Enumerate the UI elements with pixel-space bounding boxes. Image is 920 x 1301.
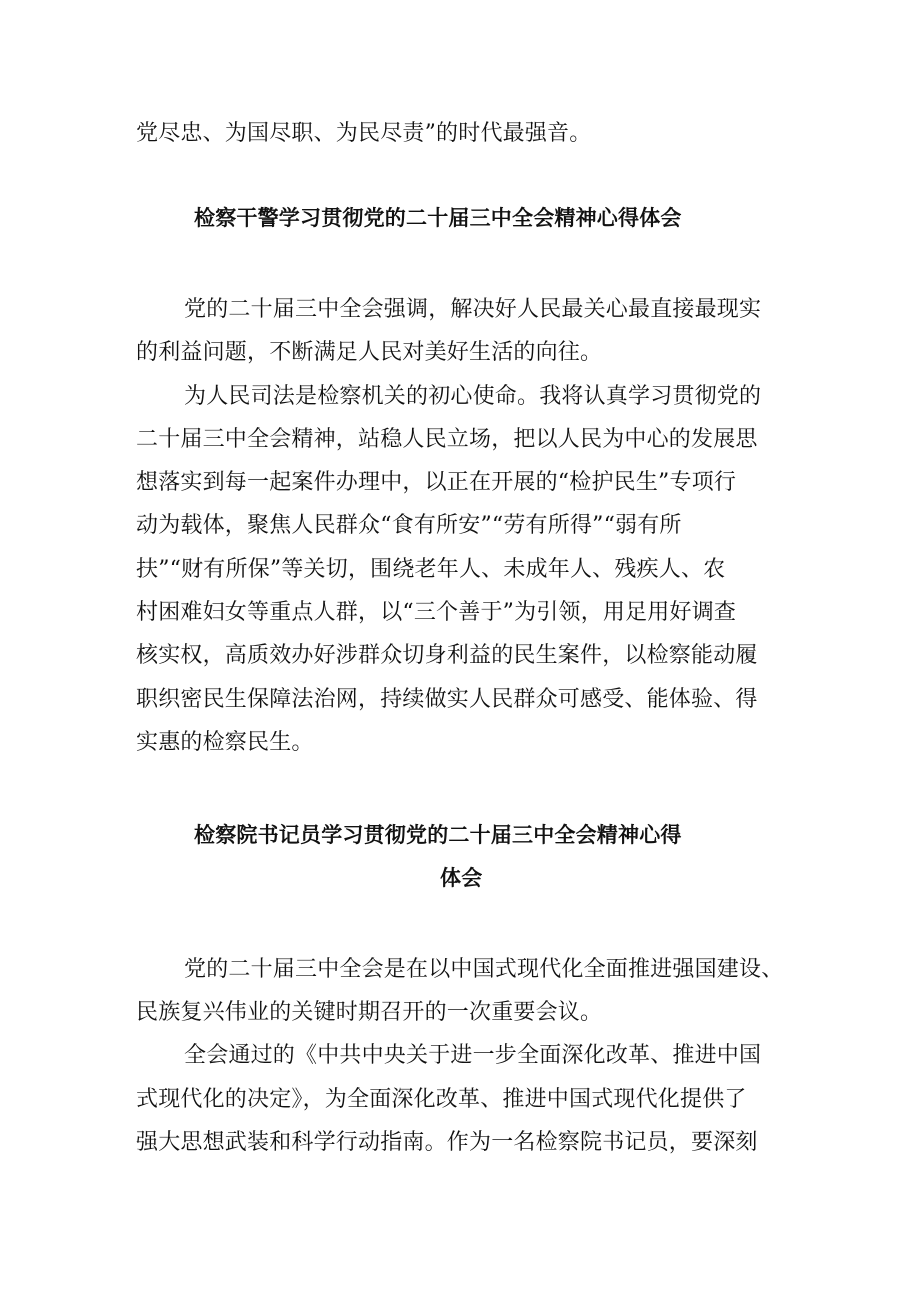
- section-heading: 体会: [440, 866, 483, 890]
- paragraph-line: 实惠的检察民生。: [136, 730, 314, 755]
- paragraph-line: 二十届三中全会精神，站稳人民立场，把以人民为中心的发展思: [136, 427, 758, 452]
- paragraph-line: 职织密民生保障法治网，持续做实人民群众可感受、能体验、得: [136, 687, 758, 712]
- paragraph-line: 党的二十届三中全会是在以中国式现代化全面推进强国建设、: [184, 957, 784, 982]
- paragraph-line: 民族复兴伟业的关键时期召开的一次重要会议。: [136, 1000, 603, 1025]
- paragraph-line: 为人民司法是检察机关的初心使命。我将认真学习贯彻党的: [184, 384, 762, 409]
- paragraph-line: 扶”“财有所保”等关切，围绕老年人、未成年人、残疾人、农: [136, 557, 726, 582]
- section-heading: 检察院书记员学习贯彻党的二十届三中全会精神心得: [194, 823, 682, 847]
- section-heading: 检察干警学习贯彻党的二十届三中全会精神心得体会: [194, 206, 682, 230]
- paragraph-line: 党尽忠、为国尽职、为民尽责”的时代最强音。: [136, 121, 592, 146]
- paragraph-line: 村困难妇女等重点人群，以“三个善于”为引领，用足用好调查: [136, 600, 737, 625]
- paragraph-line: 式现代化的决定》，为全面深化改革、推进中国式现代化提供了: [136, 1087, 747, 1112]
- paragraph-line: 全会通过的《中共中央关于进一步全面深化改革、推进中国: [184, 1043, 762, 1068]
- paragraph-line: 想落实到每一起案件办理中，以正在开展的“检护民生”专项行: [136, 470, 737, 495]
- paragraph-line: 党的二十届三中全会强调，解决好人民最关心最直接最现实: [184, 297, 762, 322]
- paragraph-line: 强大思想武装和科学行动指南。作为一名检察院书记员，要深刻: [136, 1130, 758, 1155]
- paragraph-line: 核实权，高质效办好涉群众切身利益的民生案件，以检察能动履: [136, 643, 758, 668]
- paragraph-line: 动为载体，聚焦人民群众“食有所安”“劳有所得”“弱有所: [136, 513, 682, 538]
- paragraph-line: 的利益问题，不断满足人民对美好生活的向往。: [136, 340, 603, 365]
